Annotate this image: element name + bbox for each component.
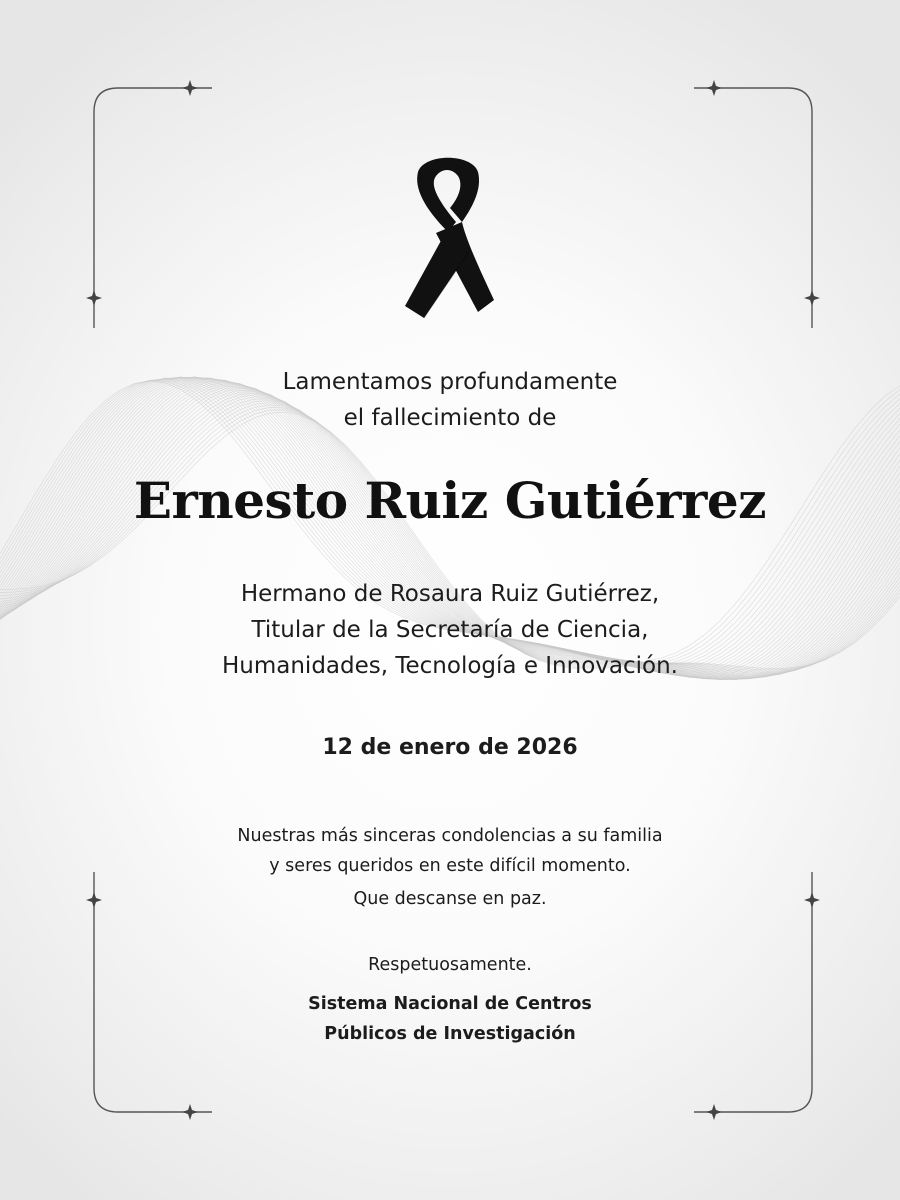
intro-line: Lamentamos profundamente (282, 369, 618, 395)
closing-text: Respetuosamente. (368, 955, 532, 975)
organization-line: Sistema Nacional de Centros (308, 994, 592, 1014)
date-text: 12 de enero de 2026 (322, 735, 578, 760)
condolences-line: y seres queridos en este difícil momento. (269, 856, 631, 876)
relation-line: Hermano de Rosaura Ruiz Gutiérrez, (240, 581, 660, 607)
condolences-line: Nuestras más sinceras condolencias a su familia (237, 826, 663, 846)
rest-in-peace-text: Que descanse en paz. (353, 889, 547, 909)
intro-text (0, 364, 900, 436)
organization-line: Públicos de Investigación (324, 1024, 576, 1044)
relation-text (0, 576, 900, 684)
deceased-name: Ernesto Ruiz Gutiérrez (133, 471, 767, 530)
relation-line: Titular de la Secretaría de Ciencia, (251, 617, 649, 643)
condolences-text (0, 821, 900, 881)
relation-line: Humanidades, Tecnología e Innovación. (221, 653, 678, 679)
intro-line: el fallecimiento de (343, 405, 557, 431)
organization-name (0, 989, 900, 1049)
